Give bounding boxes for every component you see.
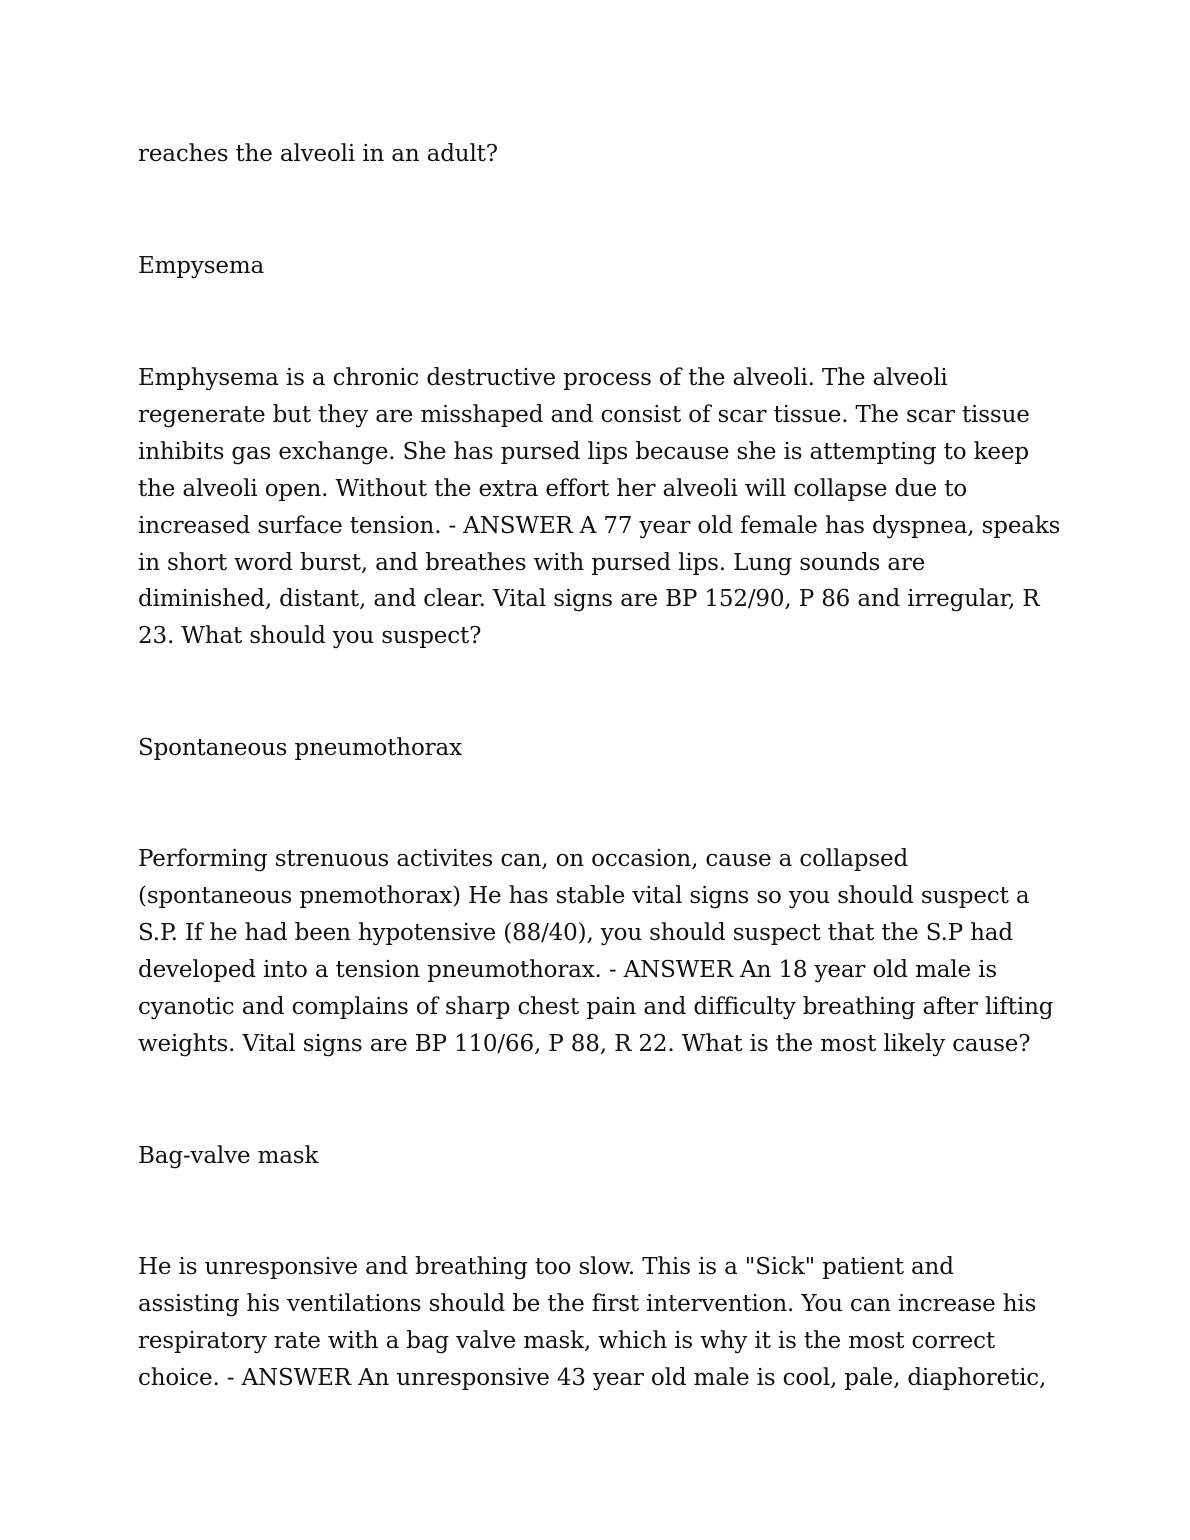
text-line: Emphysema is a chronic destructive process of the alveoli. The alveoli — [138, 365, 948, 391]
text-line: Spontaneous pneumothorax — [138, 735, 462, 761]
text-line: 23. What should you suspect? — [138, 623, 482, 650]
text-line: diminished, distant, and clear. Vital signs are BP 152/90, P 86 and irregular, R — [138, 586, 1040, 613]
text-line: Empysema — [138, 253, 265, 279]
text-line: regenerate but they are misshaped and consist of scar tissue. The scar tissue — [138, 401, 1030, 428]
text-line: the alveoli open. Without the extra effort her alveoli will collapse due to — [138, 475, 968, 502]
text-line: weights. Vital signs are BP 110/66, P 88, R 22. What is the most likely cause? — [138, 1030, 1031, 1057]
text-line: assisting his ventilations should be the first intervention. You can increase his — [138, 1290, 1037, 1317]
explanation-pneumothorax — [138, 841, 1058, 1062]
text-line: S.P. If he had been hypotensive (88/40), you should suspect that the S.P had — [138, 919, 1013, 946]
explanation-emphysema — [138, 360, 1061, 655]
explanation-bag-valve-mask — [138, 1249, 1058, 1397]
text-line: choice. - ANSWER An unresponsive 43 year old male is cool, pale, diaphoretic, — [138, 1364, 1047, 1391]
text-line: increased surface tension. - ANSWER A 77 year old female has dyspnea, speaks — [138, 512, 1061, 539]
text-line: in short word burst, and breathes with pursed lips. Lung sounds are — [138, 549, 926, 576]
text-line: respiratory rate with a bag valve mask, which is why it is the most correct — [138, 1327, 995, 1354]
text-line: inhibits gas exchange. She has pursed lips because she is attempting to keep — [138, 438, 1029, 465]
text-line: cyanotic and complains of sharp chest pain and difficulty breathing after lifting — [138, 993, 1054, 1020]
text-line: He is unresponsive and breathing too slow. This is a "Sick" patient and — [138, 1254, 954, 1280]
answer-emphysema — [138, 248, 1058, 285]
text-line: developed into a tension pneumothorax. - ANSWER An 18 year old male is — [138, 956, 997, 983]
text-line: reaches the alveoli in an adult? — [138, 141, 498, 167]
question-fragment — [138, 136, 1058, 173]
text-line: Performing strenuous activites can, on occasion, cause a collapsed — [138, 846, 909, 872]
text-line: Bag-valve mask — [138, 1143, 319, 1169]
answer-bag-valve-mask — [138, 1138, 1058, 1175]
answer-spontaneous-pneumothorax — [138, 730, 1058, 767]
text-line: (spontaneous pnemothorax) He has stable vital signs so you should suspect a — [138, 882, 1030, 909]
